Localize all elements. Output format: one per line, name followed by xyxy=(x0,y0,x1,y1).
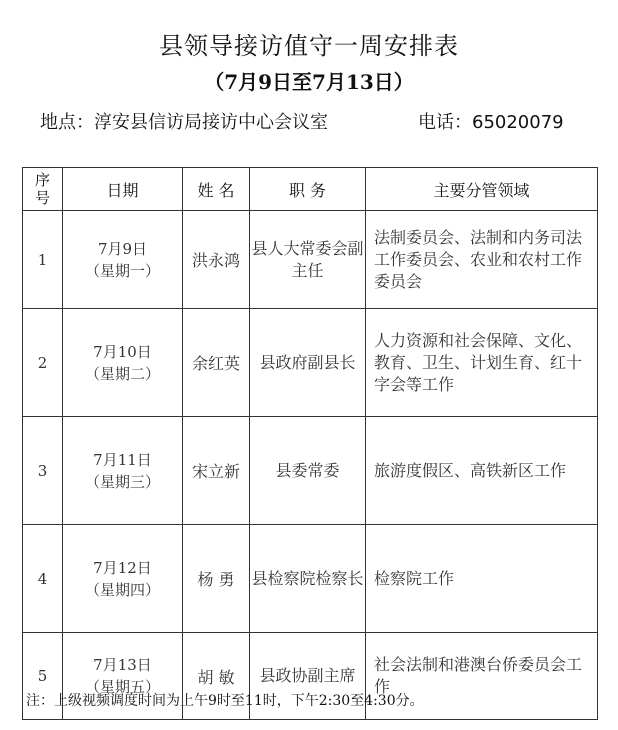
row-date-day: 7月13日 xyxy=(93,656,152,674)
row-date-weekday: （星期二） xyxy=(84,364,160,383)
row-date-day: 7月12日 xyxy=(93,558,152,577)
table-row xyxy=(23,211,598,309)
schedule-table xyxy=(22,167,598,720)
header-name: 姓 名 xyxy=(183,168,250,211)
row-date xyxy=(63,525,183,633)
row-seq: 4 xyxy=(23,525,63,633)
row-area: 旅游度假区、高铁新区工作 xyxy=(366,417,598,525)
row-name: 余红英 xyxy=(183,309,250,417)
table-row xyxy=(23,309,598,417)
phone-text: 电话：65020079 xyxy=(418,112,564,133)
row-date-day: 7月11日 xyxy=(93,450,152,469)
row-date-weekday: （星期一） xyxy=(84,261,160,280)
row-seq: 5 xyxy=(23,633,63,720)
header-area: 主要分管领域 xyxy=(366,168,598,211)
row-date xyxy=(63,211,183,309)
row-post: 县人大常委会副主任 xyxy=(250,211,366,309)
row-seq: 1 xyxy=(23,211,63,309)
page-title: 县领导接访值守一周安排表 xyxy=(159,32,459,60)
row-post: 县委常委 xyxy=(250,417,366,525)
header-seq xyxy=(23,168,63,211)
location-text: 地点：淳安县信访局接访中心会议室 xyxy=(40,112,328,133)
row-area: 社会法制和港澳台侨委员会工作 xyxy=(366,633,598,720)
row-seq: 2 xyxy=(23,309,63,417)
row-area: 法制委员会、法制和内务司法工作委员会、农业和农村工作委员会 xyxy=(366,211,598,309)
row-date-day: 7月10日 xyxy=(93,342,152,361)
row-date-weekday: （星期三） xyxy=(84,472,160,491)
header-date: 日期 xyxy=(63,168,183,211)
row-name: 宋立新 xyxy=(183,417,250,525)
row-date-day: 7月9日 xyxy=(97,239,148,258)
row-name: 杨 勇 xyxy=(183,525,250,633)
row-area: 检察院工作 xyxy=(366,525,598,633)
row-name: 洪永鸿 xyxy=(183,211,250,309)
table-header-row xyxy=(23,168,598,211)
row-date xyxy=(63,309,183,417)
row-date-weekday: （星期五） xyxy=(84,678,160,696)
table-row xyxy=(23,525,598,633)
row-post: 县政协副主席 xyxy=(250,633,366,720)
row-post: 县检察院检察长 xyxy=(250,525,366,633)
row-seq: 3 xyxy=(23,417,63,525)
header-seq-line1: 序 xyxy=(34,171,50,189)
row-date-weekday: （星期四） xyxy=(84,580,160,599)
row-area: 人力资源和社会保障、文化、教育、卫生、计划生育、红十字会等工作 xyxy=(366,309,598,417)
row-name: 胡 敏 xyxy=(183,633,250,720)
row-date xyxy=(63,417,183,525)
header-post: 职 务 xyxy=(250,168,366,211)
row-post: 县政府副县长 xyxy=(250,309,366,417)
footnote: 注：上级视频调度时间为上午9时至11时，下午2:30至4:30分。 xyxy=(26,693,424,709)
table-row xyxy=(23,417,598,525)
header-seq-line2: 号 xyxy=(34,189,50,207)
date-range-subtitle: （7月9日至7月13日） xyxy=(204,70,414,94)
